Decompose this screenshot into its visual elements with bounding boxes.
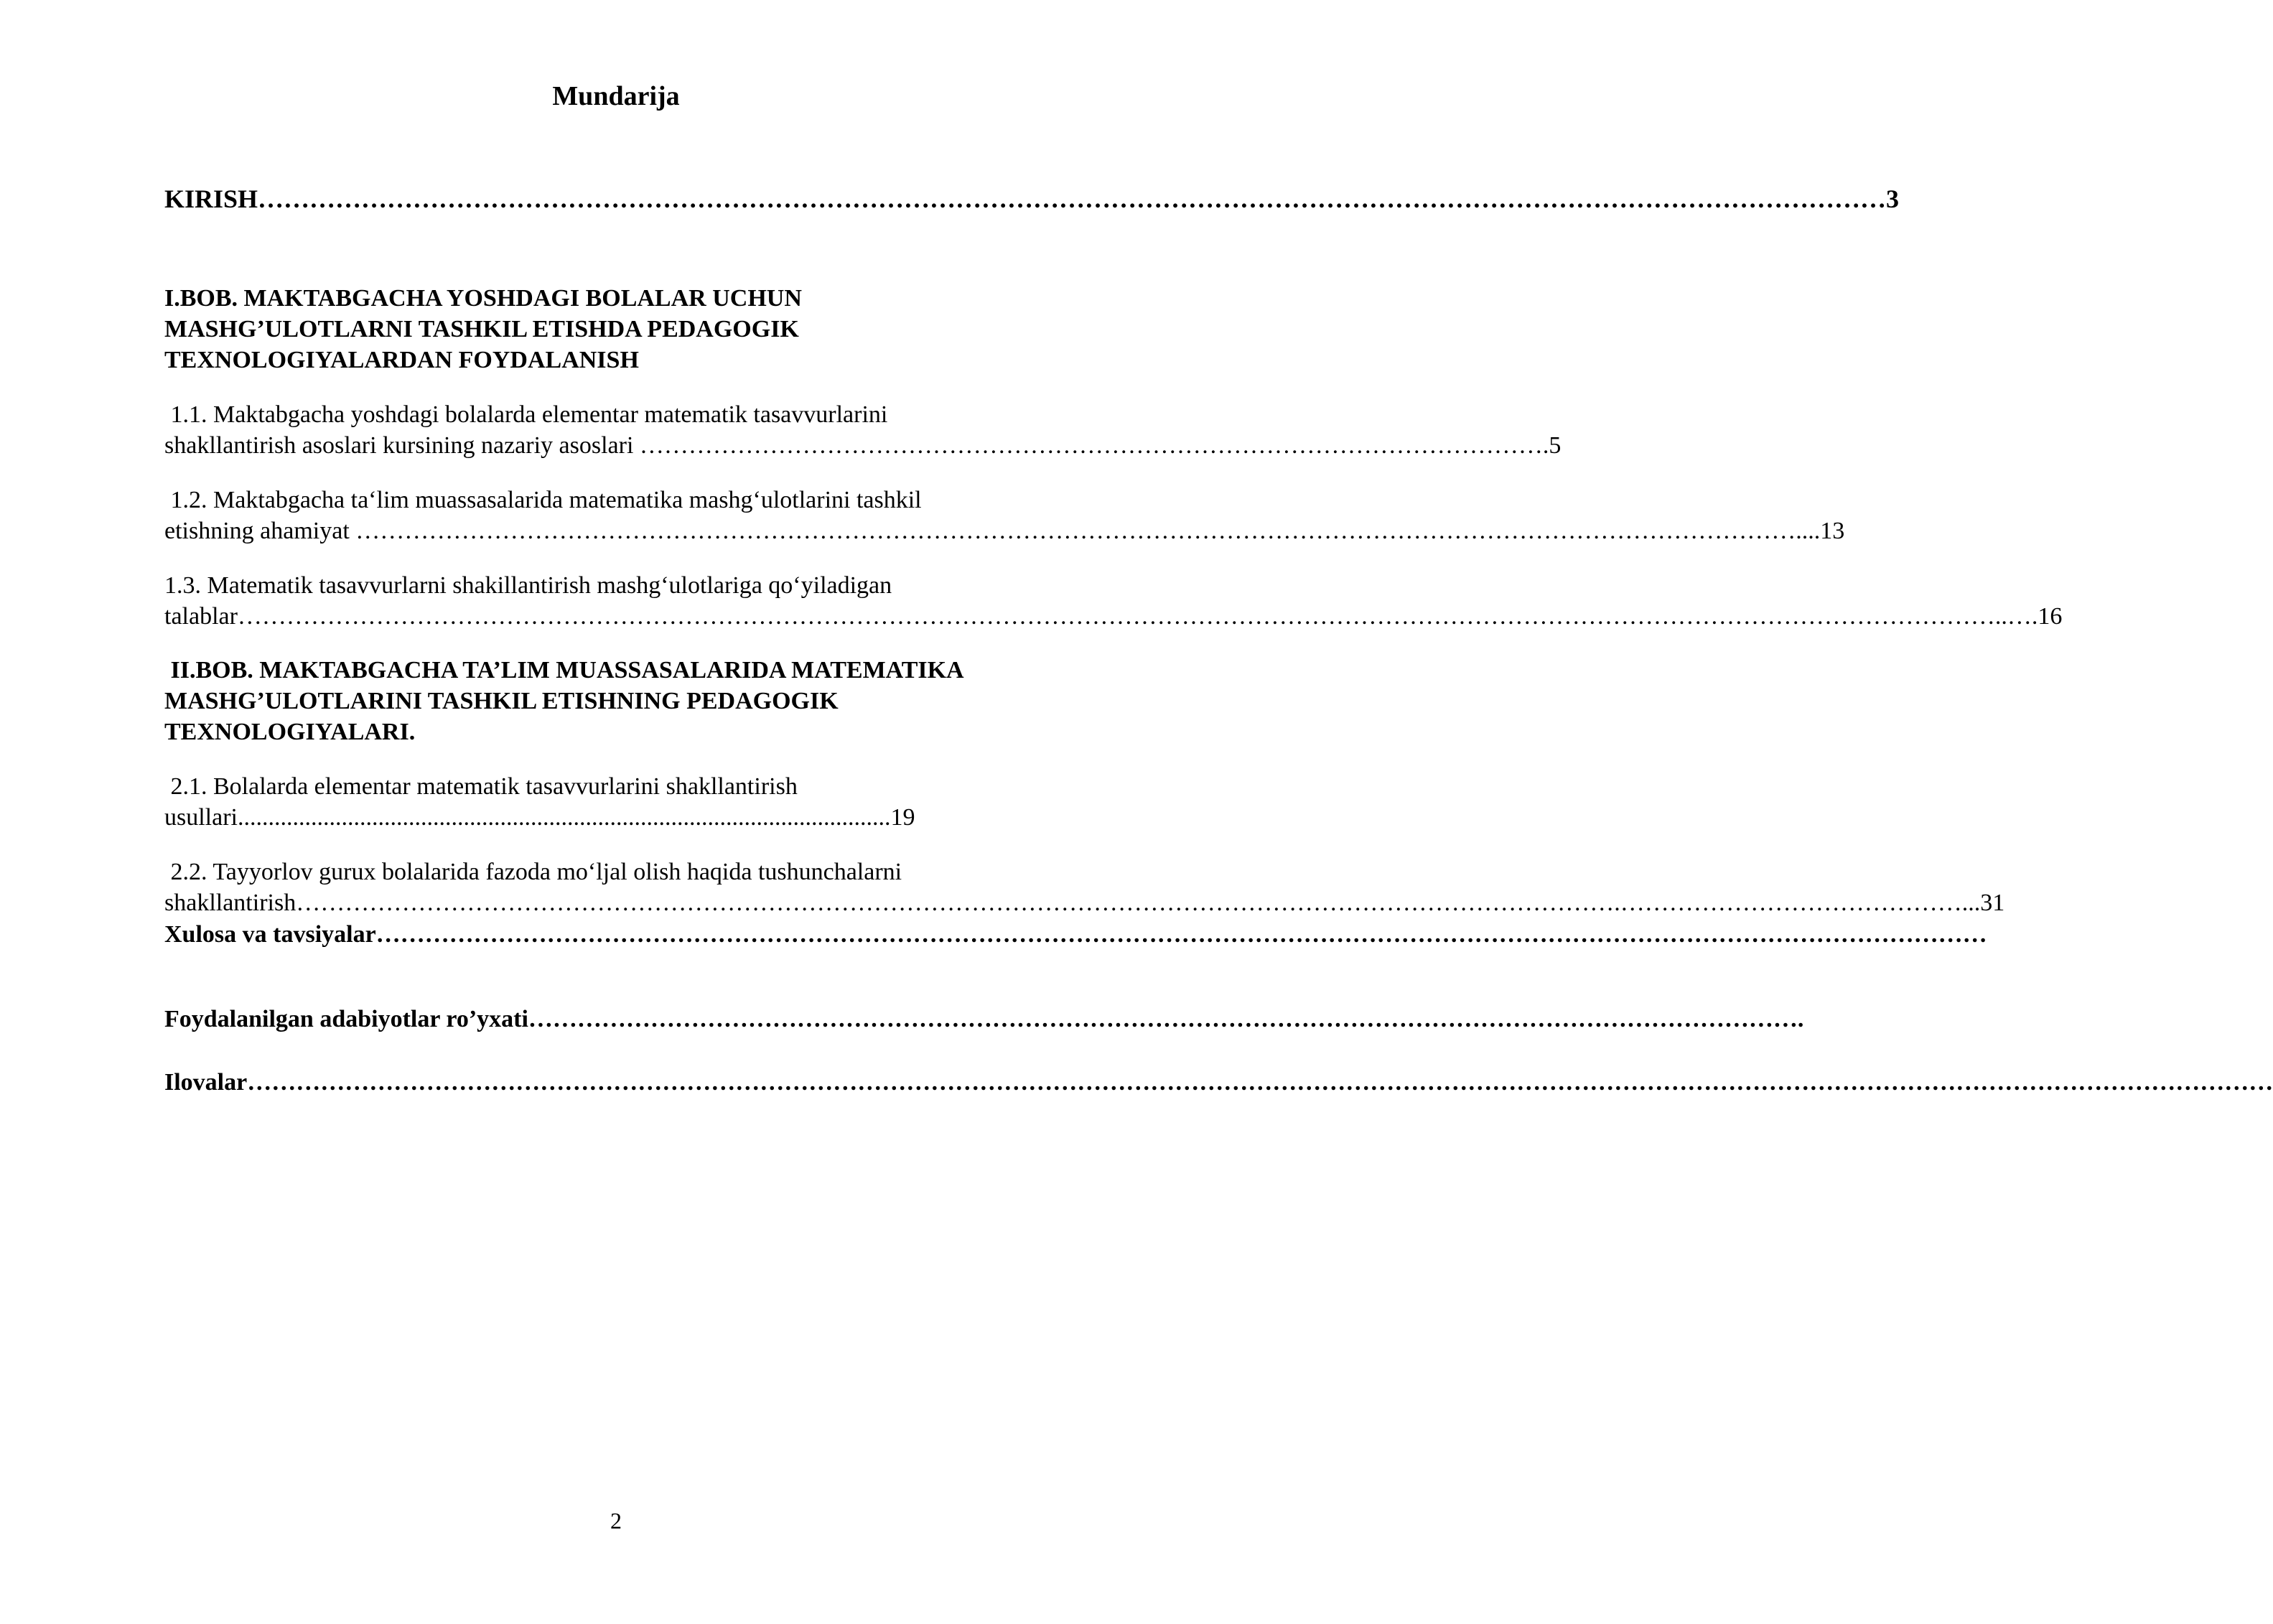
- toc-section-1-2-line-2: etishning ahamiyat ……………………………………………………………………………………………………………………………………………………………....13: [164, 518, 1845, 544]
- toc-section-1-1-line-2: shakllantirish asoslari kursining nazariy asoslari ………………………………………………………………………………………………….5: [164, 432, 1562, 459]
- toc-chapter-1-line-3: TEXNOLOGIYALARDAN FOYDALANISH: [164, 347, 639, 373]
- toc-chapter-1-line-1: I.BOB. MAKTABGACHA YOSHDAGI BOLALAR UCHUN: [164, 285, 802, 312]
- toc-section-1-3-line-1: 1.3. Matematik tasavvurlarni shakillantirish mashg‘ulotlariga qo‘yiladigan: [164, 572, 892, 599]
- toc-chapter-2-line-2: MASHG’ULOTLARINI TASHKIL ETISHNING PEDAGOGIK: [164, 688, 839, 714]
- toc-entry-adabiyotlar: Foydalanilgan adabiyotlar ro’yxati………………………………………………………………………………………………………………………………………….: [164, 1006, 1804, 1032]
- toc-chapter-2-line-1: II.BOB. MAKTABGACHA TA’LIM MUASSASALARIDA MATEMATIKA: [164, 657, 964, 683]
- toc-section-2-1-line-1: 2.1. Bolalarda elementar matematik tasavvurlarini shakllantirish: [164, 773, 798, 800]
- toc-entry-kirish: KIRISH………………………………………………………………………………………………………………………………………………………………………3: [164, 185, 1900, 213]
- toc-section-2-1-line-2: usullari...........................................................................................................19: [164, 804, 915, 831]
- toc-section-1-1-line-1: 1.1. Maktabgacha yoshdagi bolalarda elementar matematik tasavvurlarini: [164, 401, 888, 428]
- toc-chapter-1-line-2: MASHG’ULOTLARNI TASHKIL ETISHDA PEDAGOGIK: [164, 316, 799, 342]
- page-title: Mundarija: [552, 81, 680, 111]
- toc-section-2-2-line-2: shakllantirish……………………………………………………………………………………………………………………………………………….……………………………………...31: [164, 890, 2005, 916]
- toc-chapter-2-line-3: TEXNOLOGIYALARI.: [164, 719, 416, 745]
- toc-section-1-2-line-1: 1.2. Maktabgacha ta‘lim muassasalarida matematika mashg‘ulotlarini tashkil: [164, 487, 922, 513]
- toc-section-1-3-line-2: talablar………………………………………………………………………………………………………………………………………………………………………………………………..….16: [164, 603, 2063, 630]
- toc-section-2-2-line-1: 2.2. Tayyorlov gurux bolalarida fazoda mo‘ljal olish haqida tushunchalarni: [164, 859, 902, 885]
- toc-entry-xulosa: Xulosa va tavsiyalar………………………………………………………………………………………………………………………………………………………………………………: [164, 921, 1987, 948]
- page-number: 2: [610, 1508, 622, 1534]
- toc-entry-ilovalar: Ilovalar……………………………………………………………………………………………………………………………………………………………………………………………………………………………: [164, 1069, 2273, 1096]
